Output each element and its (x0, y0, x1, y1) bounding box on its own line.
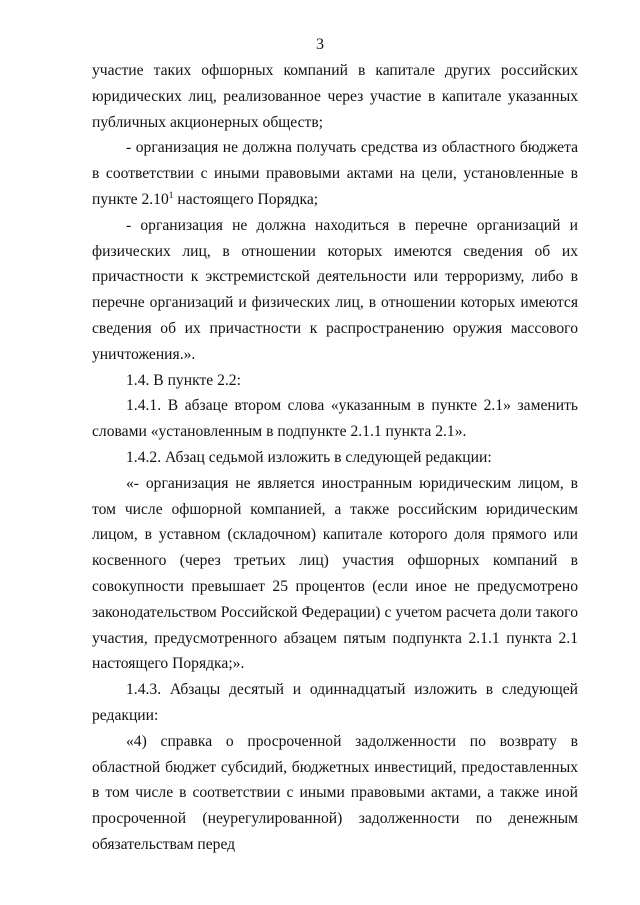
paragraph-9: «4) справка о просроченной задолженности по возврату в областной бюджет субсидий, бюджетных инвестиций, предоставленных в том числе в соответствии с иными правовыми актами, а также иной просроченной (неурегулированной) задолженности по денежным обязательствам перед (92, 732, 578, 853)
paragraph-3: - организация не должна находиться в перечне организаций и физических лиц, в отношении которых имеются сведения об их причастности к экстремистской деятельности или терроризму, либо в перечне организаций и физических лиц, в отношении которых имеются сведения об их причастности к распространению оружия массового уничтожения.». (92, 216, 578, 363)
paragraph-1: участие таких офшорных компаний в капитале других российских юридических лиц, реализованное через участие в капитале указанных публичных акционерных обществ; (92, 62, 578, 131)
paragraph-4: 1.4. В пункте 2.2: (126, 371, 241, 389)
paragraph-2 (92, 135, 578, 212)
page-number: 3 (316, 36, 324, 53)
paragraph-5: 1.4.1. В абзаце втором слова «указанным в пункте 2.1» заменить словами «установленным в подпункте 2.1.1 пункта 2.1». (92, 397, 578, 441)
superscript-marker: 1 (168, 190, 174, 201)
paragraph-6: 1.4.2. Абзац седьмой изложить в следующей редакции: (126, 448, 492, 466)
paragraph-2-text: - организация не должна получать средства из областного бюджета в соответствии с иными правовыми актами на цели, установленные в пункте 2.10 (92, 139, 578, 208)
paragraph-2-tail: настоящего Порядка; (173, 190, 319, 208)
paragraph-7: «- организация не является иностранным юридическим лицом, в том числе офшорной компанией, а также российским юридическим лицом, в уставном (складочном) капитале которого доля прямого или косвенного (через третьих лиц) участия офшорных компаний в совокупности превышает 25 процентов (если иное не предусмотрено законодательством Российской Федерации) с учетом расчета доли такого участия, предусмотренного абзацем пятым подпункта 2.1.1 пункта 2.1 настоящего Порядка;». (92, 474, 578, 673)
document-body (92, 58, 578, 858)
paragraph-8: 1.4.3. Абзацы десятый и одиннадцатый изложить в следующей редакции: (92, 681, 578, 724)
